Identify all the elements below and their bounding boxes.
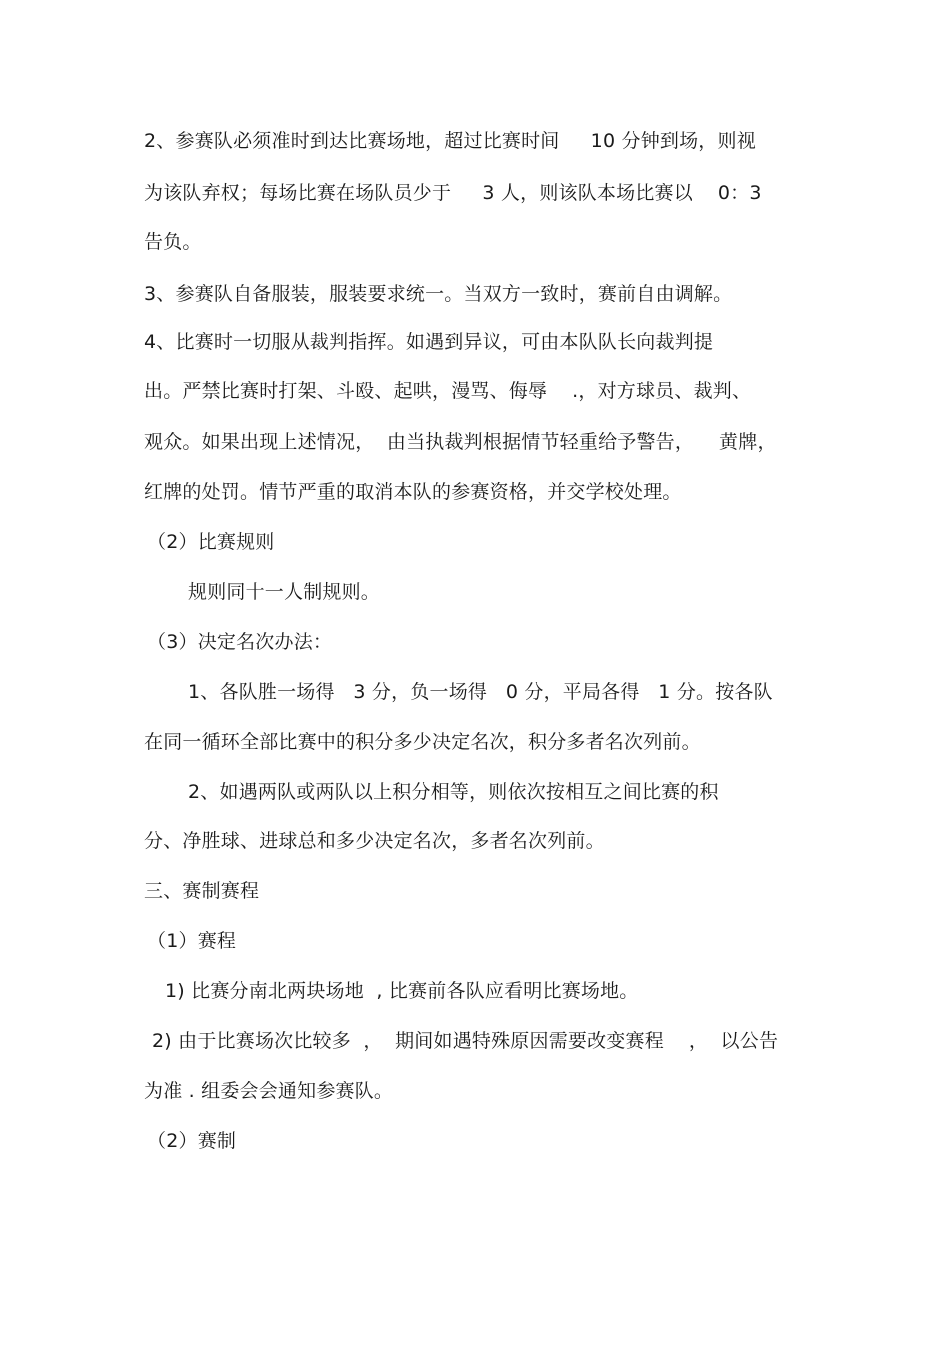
text-line: 2、参赛队必须准时到达比赛场地，超过比赛时间 10 分钟到场，则视 [144, 130, 756, 152]
text-line: 4、比赛时一切服从裁判指挥。如遇到异议，可由本队队长向裁判提 [144, 331, 714, 353]
section-heading: （2）比赛规则 [147, 531, 275, 553]
text-line: 2) 由于比赛场次比较多 ， 期间如遇特殊原因需要改变赛程 ， 以公告 [152, 1030, 779, 1052]
text-line: 为准 . 组委会会通知参赛队。 [144, 1080, 394, 1102]
section-heading: （2）赛制 [147, 1130, 237, 1152]
text-line: 1) 比赛分南北两块场地 , 比赛前各队应看明比赛场地。 [165, 980, 639, 1002]
text-line: 分、净胜球、进球总和多少决定名次，多者名次列前。 [144, 830, 605, 852]
text-line: 2、如遇两队或两队以上积分相等，则依次按相互之间比赛的积 [188, 781, 719, 803]
text-line: 3、参赛队自备服装，服装要求统一。当双方一致时，赛前自由调解。 [144, 283, 733, 305]
section-heading: 三、赛制赛程 [144, 880, 260, 902]
text-line: 1、各队胜一场得 3 分，负一场得 0 分，平局各得 1 分。按各队 [188, 681, 773, 703]
text-line: 出。严禁比赛时打架、斗殴、起哄，漫骂、侮辱 .，对方球员、裁判、 [144, 380, 752, 402]
text-line: 为该队弃权；每场比赛在场队员少于 3 人，则该队本场比赛以 0：3 [144, 182, 762, 204]
section-heading: （1）赛程 [147, 930, 237, 952]
section-heading: （3）决定名次办法： [147, 631, 333, 653]
text-line: 观众。如果出现上述情况， 由当执裁判根据情节轻重给予警告， 黄牌， [144, 431, 777, 453]
text-line: 在同一循环全部比赛中的积分多少决定名次，积分多者名次列前。 [144, 731, 701, 753]
text-line: 告负。 [144, 231, 202, 253]
text-line: 红牌的处罚。情节严重的取消本队的参赛资格，并交学校处理。 [144, 481, 682, 503]
text-line: 规则同十一人制规则。 [188, 581, 381, 603]
